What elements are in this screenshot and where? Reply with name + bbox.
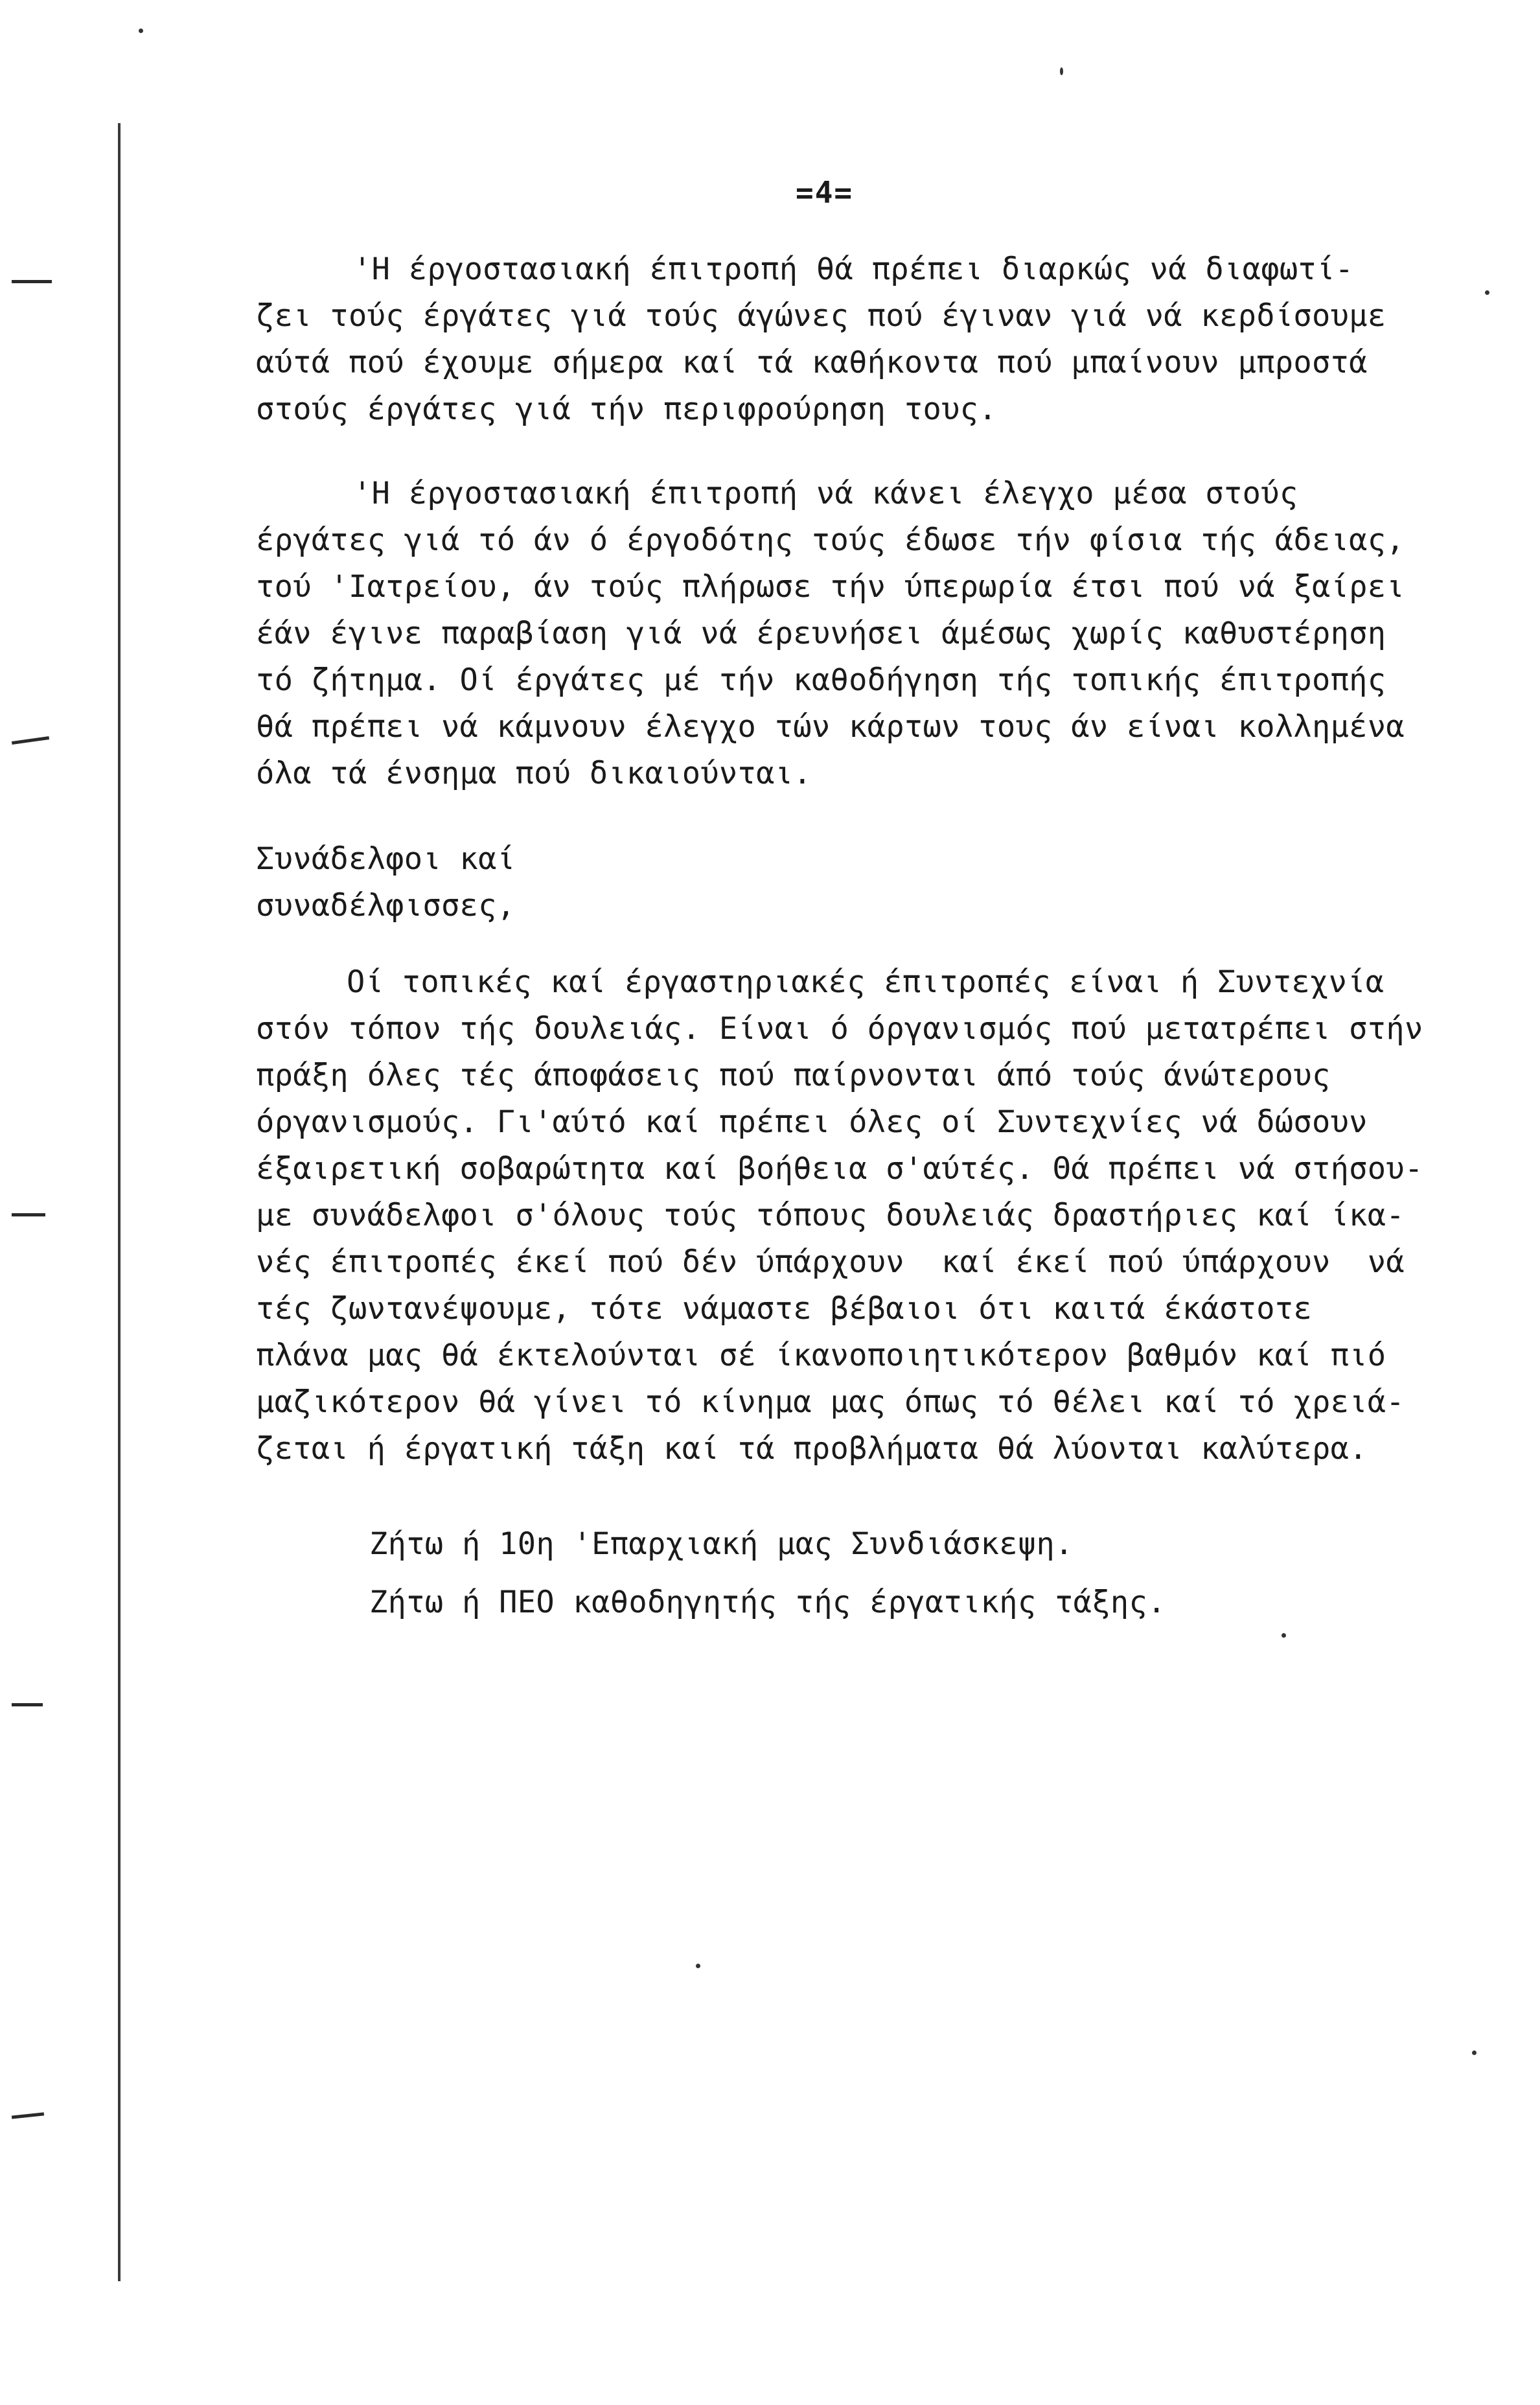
margin-mark xyxy=(12,1703,43,1706)
text-line: ζεται ή έργατική τάξη καί τά προβλήματα θά λύονται καλύτερα. xyxy=(256,1431,1368,1467)
text-line: τό ζήτημα. Οί έργάτες μέ τήν καθοδήγηση τής τοπικής έπιτροπής xyxy=(256,662,1386,698)
paragraph-local-committees xyxy=(256,959,1487,1472)
slogan-line: Ζήτω ή 10η 'Επαρχιακή μας Συνδιάσκεψη. xyxy=(369,1526,1074,1562)
margin-mark xyxy=(12,736,49,745)
text-line: στόν τόπον τής δουλειάς. Είναι ό όργανισμός πού μετατρέπει στήν xyxy=(256,1011,1423,1047)
slogan-line: Ζήτω ή ΠΕΟ καθοδηγητής τής έργατικής τάξης. xyxy=(369,1585,1166,1620)
margin-mark xyxy=(12,2112,44,2119)
paragraph-factory-committee-control xyxy=(256,471,1487,797)
margin-mark xyxy=(12,1213,45,1216)
text-line: Οί τοπικές καί έργαστηριακές έπιτροπές είναι ή Συντεχνία xyxy=(347,964,1385,1000)
text-line: αύτά πού έχουμε σήμερα καί τά καθήκοντα πού μπαίνουν μπροστά xyxy=(256,345,1368,380)
salutation xyxy=(256,836,1487,929)
text-line: τές ζωντανέψουμε, τότε νάμαστε βέβαιοι ότι καιτά έκάστοτε xyxy=(256,1291,1312,1327)
scan-speck xyxy=(1281,1633,1286,1638)
text-line: θά πρέπει νά κάμνουν έλεγχο τών κάρτων τους άν είναι κολλημένα xyxy=(256,709,1405,745)
text-line: όλα τά ένσημα πού δικαιούνται. xyxy=(256,756,812,791)
text-line: με συνάδελφοι σ'όλους τούς τόπους δουλειάς δραστήριες καί ίκα- xyxy=(256,1198,1405,1233)
margin-mark xyxy=(12,280,52,283)
scan-speck xyxy=(139,29,143,33)
text-line: 'Η έργοστασιακή έπιτροπή θά πρέπει διαρκώς νά διαφωτί- xyxy=(353,251,1354,287)
text-line: νές έπιτροπές έκεί πού δέν ύπάρχουν καί έκεί πού ύπάρχουν νά xyxy=(256,1244,1405,1280)
text-line: συναδέλφισσες, xyxy=(256,888,516,924)
text-line: όργανισμούς. Γι'αύτό καί πρέπει όλες οί Συντεχνίες νά δώσουν xyxy=(256,1104,1368,1140)
text-line: τού 'Ιατρείου, άν τούς πλήρωσε τήν ύπερωρία έτσι πού νά ξαίρει xyxy=(256,569,1405,605)
text-line: πράξη όλες τές άποφάσεις πού παίρνονται άπό τούς άνώτερους xyxy=(256,1058,1331,1093)
closing-slogans xyxy=(256,1515,1487,1632)
text-line: έξαιρετική σοβαρώτητα καί βοήθεια σ'αύτές. Θά πρέπει νά στήσου- xyxy=(256,1151,1423,1187)
scan-speck xyxy=(1060,67,1063,75)
text-line: πλάνα μας θά έκτελούνται σέ ίκανοποιητικότερον βαθμόν καί πιό xyxy=(256,1338,1386,1373)
text-line: 'Η έργοστασιακή έπιτροπή νά κάνει έλεγχο μέσα στούς xyxy=(353,476,1298,511)
binding-edge-line xyxy=(118,123,121,2281)
text-line: έργάτες γιά τό άν ό έργοδότης τούς έδωσε τήν φίσια τής άδειας, xyxy=(256,522,1405,558)
text-line: μαζικότερον θά γίνει τό κίνημα μας όπως τό θέλει καί τό χρειά- xyxy=(256,1384,1405,1420)
text-line: Συνάδελφοι καί xyxy=(256,841,516,877)
scan-speck xyxy=(1472,2051,1477,2055)
text-line: ζει τούς έργάτες γιά τούς άγώνες πού έγιναν γιά νά κερδίσουμε xyxy=(256,298,1386,334)
text-line: στούς έργάτες γιά τήν περιφρούρηση τους. xyxy=(256,391,997,427)
page-number: =4= xyxy=(796,175,854,210)
scan-speck xyxy=(696,1964,700,1968)
paragraph-factory-committee-education xyxy=(256,246,1487,433)
text-line: έάν έγινε παραβίαση γιά νά έρευνήσει άμέσως χωρίς καθυστέρηση xyxy=(256,616,1386,651)
